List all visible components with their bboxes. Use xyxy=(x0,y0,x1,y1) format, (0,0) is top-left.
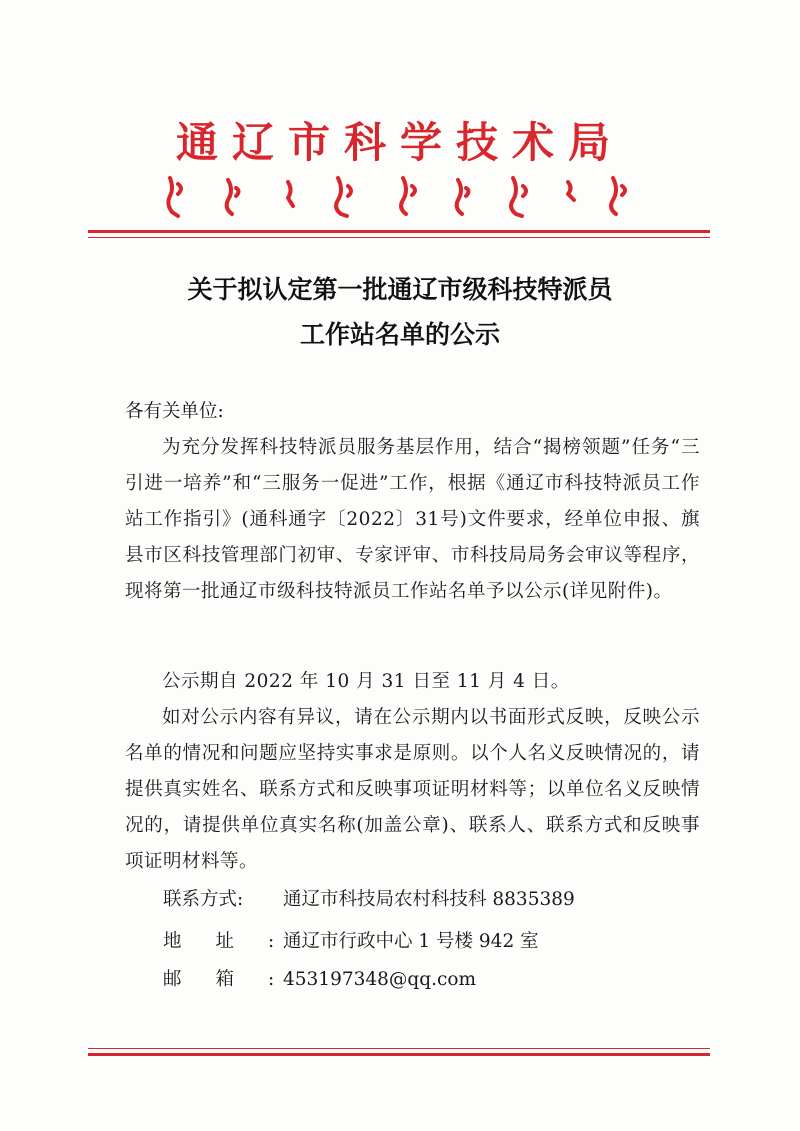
letterhead-divider-thin xyxy=(88,237,710,238)
salutation: 各有关单位: xyxy=(125,401,224,422)
contact-method-row xyxy=(163,882,575,918)
paragraph-3-text: 如对公示内容有异议，请在公示期内以书面形式反映，反映公示名单的情况和问题应坚持实事求是原则。以个人名义反映情况的，请提供真实姓名、联系方式和反映事项证明材料等；以单位名义反映情况的，请提供单位真实名称(加盖公章)、联系人、联系方式和反映事项证明材料等。 xyxy=(125,707,700,872)
body-paragraph-3 xyxy=(125,700,700,880)
letterhead-org-name: 通辽市科学技术局 xyxy=(175,118,624,167)
email-label: 邮箱: xyxy=(163,969,309,990)
letterhead-divider-thick xyxy=(88,230,710,233)
contact-method-value: 通辽市科技局农村科技科 8835389 xyxy=(283,889,575,910)
email-value: 453197348@qq.com xyxy=(283,969,477,990)
document-title-line-1: 关于拟认定第一批通辽市级科技特派员 xyxy=(187,275,613,304)
footer-divider-thick xyxy=(88,1053,710,1056)
body-paragraph-1 xyxy=(125,430,700,610)
address-row xyxy=(163,924,539,960)
address-label: 地址: xyxy=(163,931,309,952)
paragraph-1-text: 为充分发挥科技特派员服务基层作用，结合“揭榜领题”任务“三引进一培养”和“三服务一促进”工作，根据《通辽市科技特派员工作站工作指引》(通科通字〔2022〕31号)文件要求，经单位申报、旗县市区科技管理部门初审、专家评审、市科技局局务会审议等程序，现将第一批通辽市级科技特派员工作站名单予以公示(详见附件)。 xyxy=(125,437,700,602)
contact-method-label: 联系方式: xyxy=(163,889,244,910)
paragraph-2-text: 公示期自 2022 年 10 月 31 日至 11 月 4 日。 xyxy=(162,671,570,692)
email-row xyxy=(163,962,476,998)
mongolian-script-icon xyxy=(158,172,638,222)
document-title-line-2: 工作站名单的公示 xyxy=(299,320,500,349)
body-paragraph-2 xyxy=(125,664,700,700)
footer-divider-thin xyxy=(88,1048,710,1049)
address-value: 通辽市行政中心 1 号楼 942 室 xyxy=(283,931,539,952)
